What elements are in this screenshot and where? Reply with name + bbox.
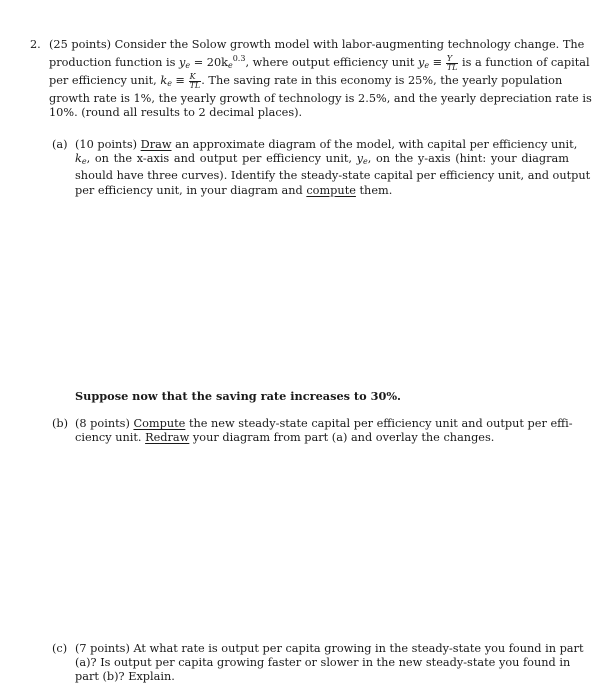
question-line-4: growth rate is 1%, the yearly growth of technology is 2.5%, and the yearly depreciation rate is <box>49 91 592 105</box>
part-b-line-2: ciency unit. Redraw your diagram from part (a) and overlay the changes. <box>75 431 495 445</box>
part-b-label: (b) <box>52 417 69 430</box>
part-a-line-2: $k_e$, on the x-axis and output per efficiency unit, $y_e$, on the y-axis (hint: your diagram <box>75 152 569 167</box>
production-function: $y_e = 20k_e^{0.3}$ <box>178 54 246 71</box>
part-b-body <box>75 417 573 445</box>
question-line-2: production function is $y_e = 20k_e^{0.3}$, where output efficiency unit $y_e$ ≡ $\frac{Y}{TL}$ is a function of capital <box>49 54 590 73</box>
part-a-line-4: per efficiency unit, in your diagram and compute them. <box>75 183 393 197</box>
part-b-line-1: (8 points) Compute the new steady-state capital per efficiency unit and output per effi- <box>75 417 573 430</box>
question-line-3: per efficiency unit, $k_e$ ≡ $\frac{K}{TL}$ . The saving rate in this economy is 25%, the yearly population <box>49 72 563 91</box>
part-a-body <box>75 138 591 198</box>
part-a-label: (a) <box>52 138 68 151</box>
capital-efficiency-def: $k_e$ ≡ $\frac{K}{TL}$ <box>160 72 201 91</box>
part-a-line-1: (10 points) Draw an approximate diagram of the model, with capital per efficiency unit, <box>75 138 578 151</box>
part-c-label: (c) <box>52 642 68 655</box>
question-prompt <box>49 38 592 120</box>
part-c-line-3: part (b)? Explain. <box>75 670 175 684</box>
redraw-keyword: Redraw <box>145 431 190 445</box>
question-number: 2. <box>30 38 41 51</box>
compute-keyword: compute <box>306 183 356 197</box>
output-efficiency-def: $y_e$ ≡ $\frac{Y}{TL}$ <box>418 54 458 73</box>
compute-keyword: Compute <box>133 417 186 430</box>
saving-rate-statement: Suppose now that the saving rate increases to 30%. <box>75 389 401 403</box>
part-c-line-1: (7 points) At what rate is output per capita growing in the steady-state you found in part <box>75 642 584 655</box>
question-line-1: (25 points) Consider the Solow growth model with labor-augmenting technology change. The <box>49 38 585 51</box>
draw-keyword: Draw <box>140 138 172 151</box>
question-line-5: 10%. (round all results to 2 decimal places). <box>49 105 303 119</box>
part-c-body <box>75 642 584 685</box>
part-a-line-3: should have three curves). Identify the steady-state capital per efficiency unit, and output <box>75 169 591 183</box>
part-c-line-2: (a)? Is output per capita growing faster or slower in the new steady-state you found in <box>75 656 571 670</box>
